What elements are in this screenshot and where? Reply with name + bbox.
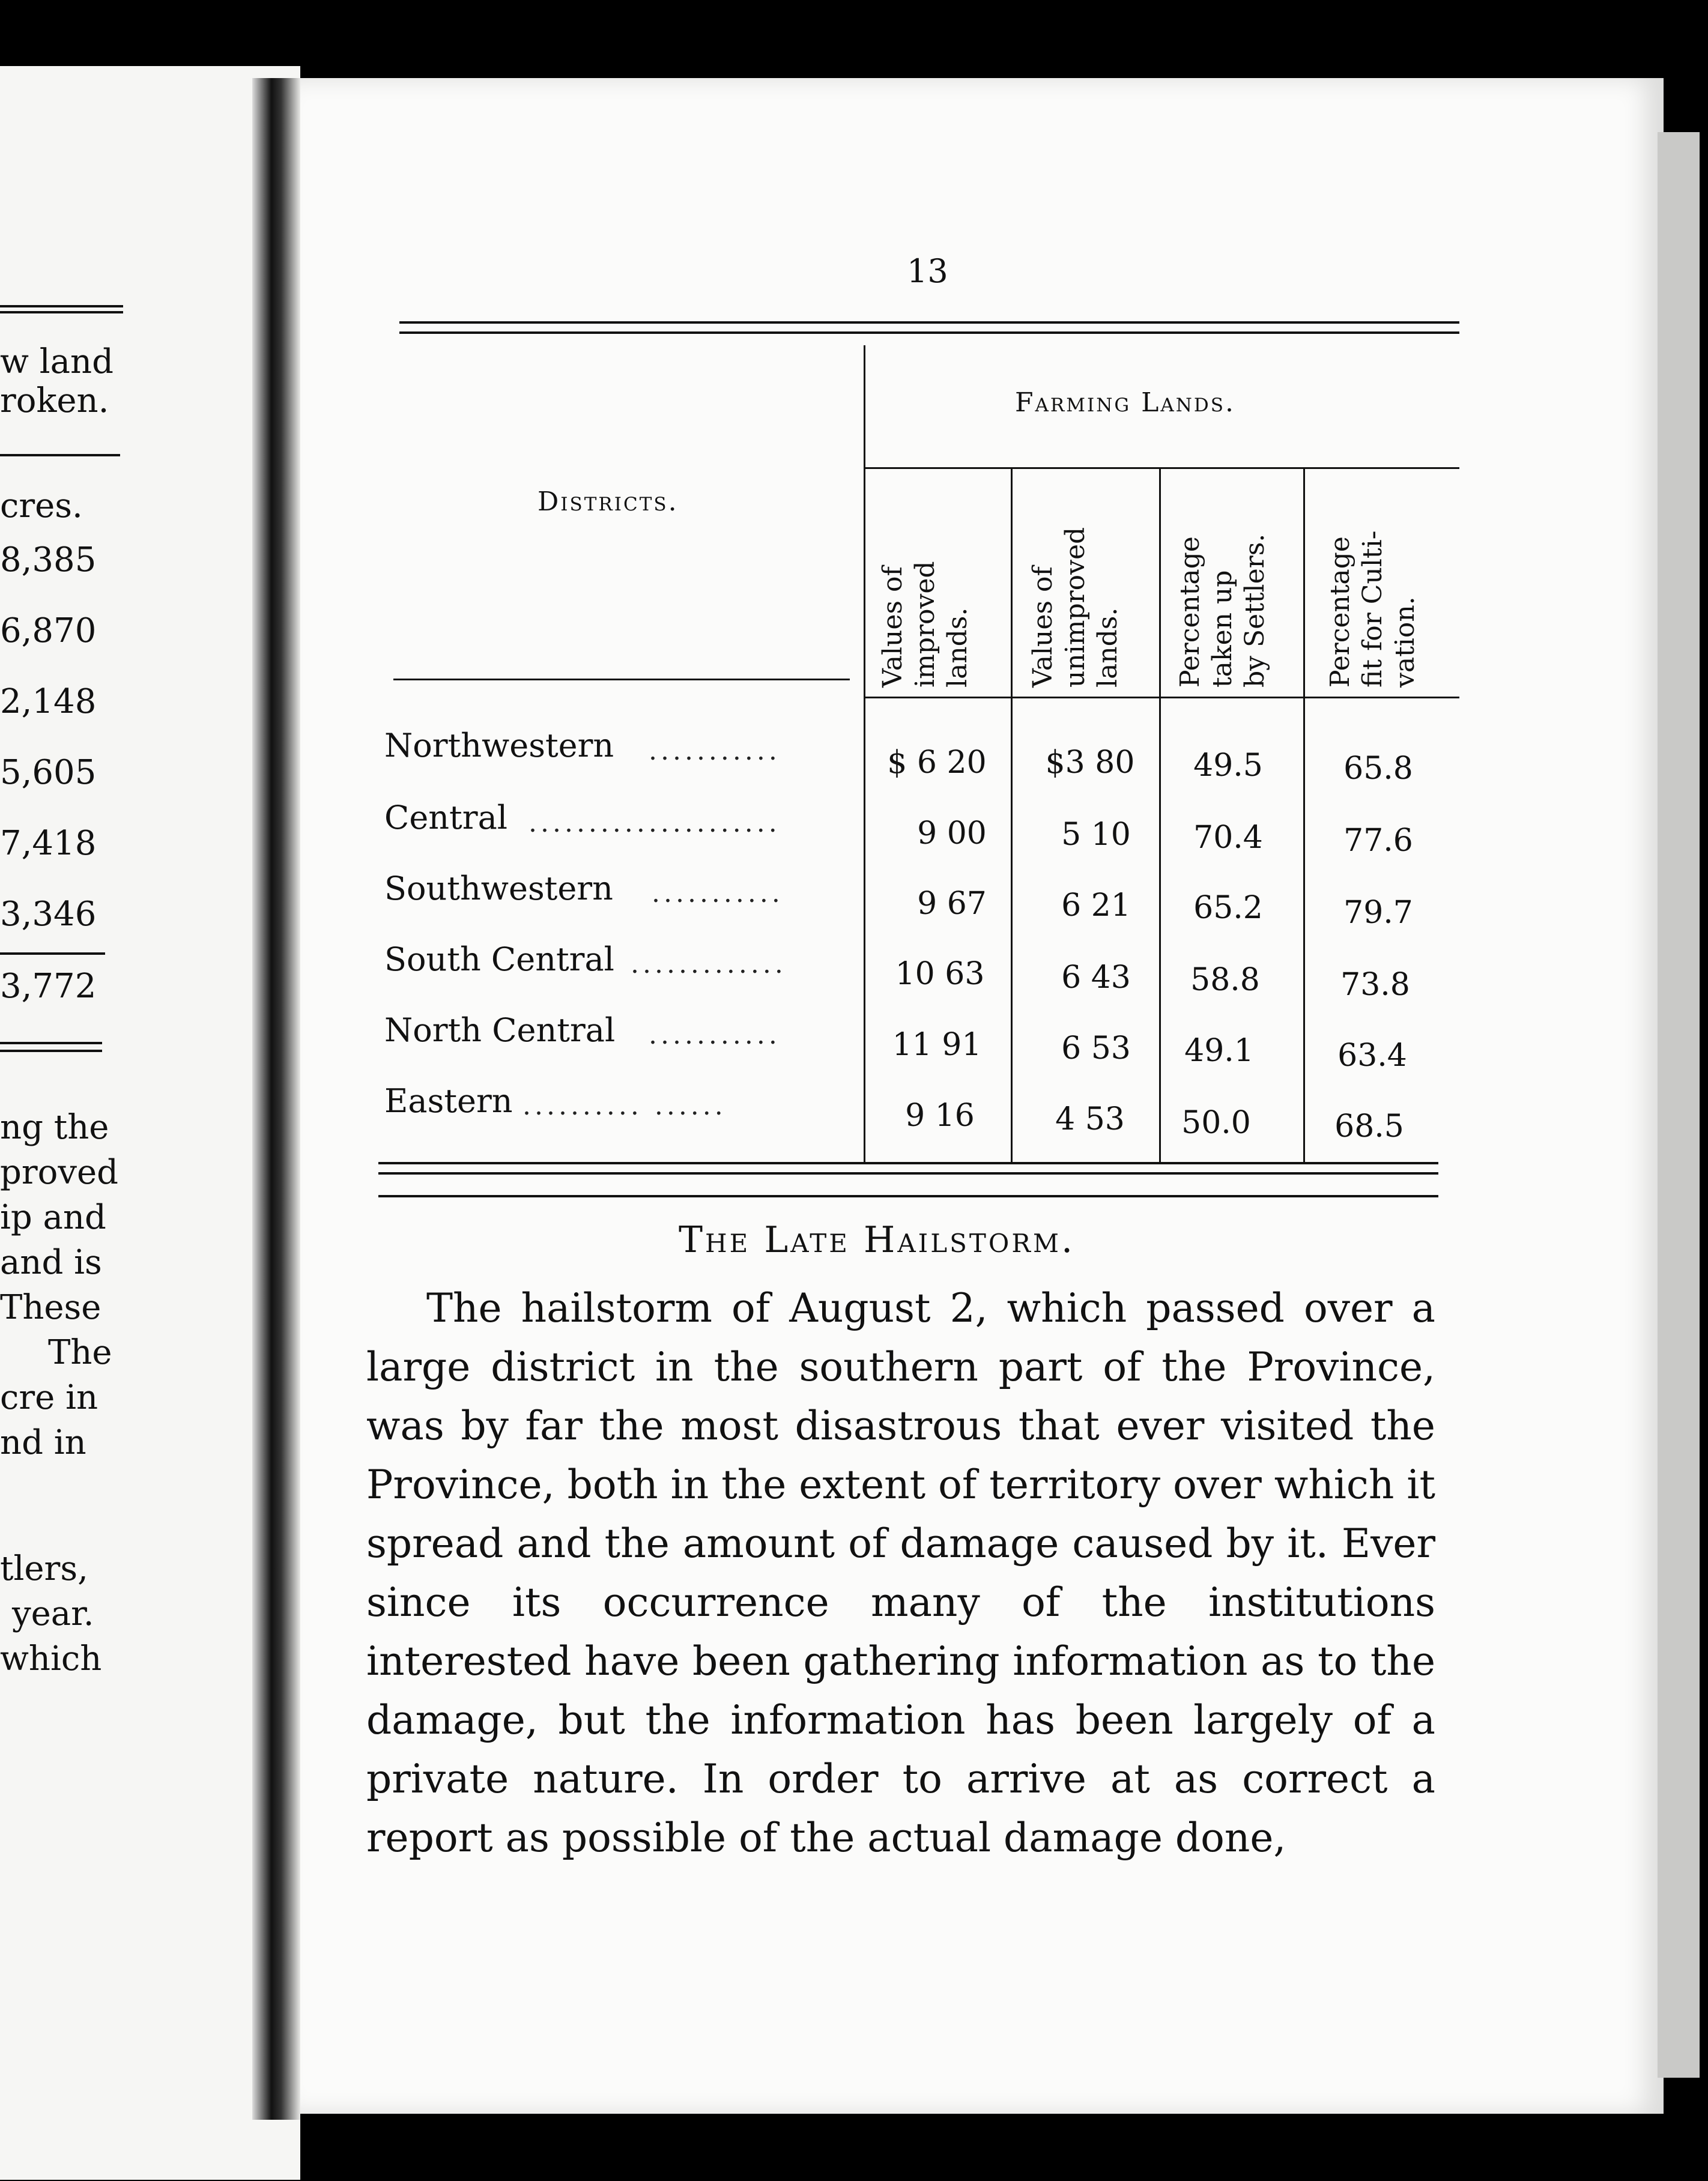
districts-header-rule: [393, 679, 850, 680]
leader-dots: .............: [631, 949, 787, 979]
section-title: The Late Hailstorm.: [679, 1219, 1076, 1261]
row-district: Southwestern: [384, 870, 613, 907]
left-header-line: w land: [0, 342, 114, 381]
left-text-line: year.: [12, 1594, 94, 1633]
cell-taken-up: 58.8: [1190, 962, 1260, 998]
left-value: 7,418: [0, 824, 97, 863]
page-number: 13: [907, 252, 948, 290]
leader-dots: .....................: [528, 808, 781, 838]
left-value: 3,346: [0, 895, 97, 934]
book-spine: [252, 78, 300, 2120]
leader-dots: ...........: [649, 1020, 781, 1050]
cell-unimproved: 4 53: [1055, 1101, 1125, 1137]
column-header-fit: Percentage fit for Culti- vation.: [1325, 530, 1420, 688]
cell-improved: 9 00: [917, 815, 987, 852]
columns-header-rule: [865, 697, 1459, 698]
group-header: Farming Lands.: [1015, 387, 1235, 418]
left-rule: [0, 305, 123, 307]
left-text-line: tlers,: [0, 1549, 88, 1588]
left-unit: cres.: [0, 486, 83, 525]
cell-improved: 9 16: [905, 1098, 975, 1134]
column-header-improved: Values of improved lands.: [877, 561, 973, 688]
left-text-line: proved: [0, 1153, 118, 1192]
left-rule: [0, 952, 105, 955]
cell-improved: 9 67: [917, 886, 987, 922]
cell-taken-up: 65.2: [1193, 890, 1263, 926]
left-text-line: nd in: [0, 1423, 86, 1462]
left-value: 8,385: [0, 540, 97, 579]
left-text-line: ip and: [0, 1198, 106, 1237]
cell-fit: 65.8: [1343, 751, 1413, 787]
leader-dots: ...........: [649, 736, 781, 766]
row-district: Central: [384, 799, 508, 836]
cell-unimproved: $3 80: [1045, 745, 1135, 781]
cell-fit: 73.8: [1340, 967, 1410, 1003]
page-edge: [1658, 132, 1700, 2078]
cell-fit: 63.4: [1337, 1038, 1407, 1074]
cell-fit: 77.6: [1343, 823, 1413, 859]
left-value: 2,148: [0, 682, 97, 721]
left-value: 5,605: [0, 753, 97, 792]
table-bottom-rule: [378, 1172, 1438, 1175]
leader-dots: ...........: [652, 878, 784, 909]
table-top-rule: [399, 331, 1459, 334]
cell-taken-up: 50.0: [1181, 1105, 1251, 1141]
cell-improved: $ 6 20: [887, 745, 987, 781]
row-district: South Central: [384, 940, 614, 978]
left-header-line: roken.: [0, 381, 109, 420]
cell-unimproved: 6 43: [1061, 960, 1131, 996]
cell-unimproved: 5 10: [1061, 817, 1131, 853]
leader-dots: .......... ......: [522, 1090, 727, 1121]
cell-fit: 68.5: [1334, 1109, 1404, 1145]
column-header-taken-up: Percentage taken up by Settlers.: [1175, 533, 1270, 688]
cell-improved: 11 91: [892, 1027, 982, 1063]
cell-unimproved: 6 53: [1061, 1030, 1131, 1066]
left-rule: [0, 454, 120, 456]
group-header-rule: [865, 467, 1459, 469]
left-text-line: These: [0, 1288, 101, 1327]
left-rule: [0, 311, 123, 313]
table-bottom-rule: [378, 1195, 1438, 1197]
left-text-line: The: [48, 1333, 112, 1372]
body-paragraph: The hailstorm of August 2, which passed over a large district in the southern part of the Province, was by far the most disastrous that ever visited the Province, both in the extent of territory over which it spread and the amount of damage caused by it. Ever since its occurrence many of the institutions interested have been gathering information as to the damage, but the information has been largely of a private nature. In order to arrive at as correct a report as possible of the actual damage done,: [366, 1285, 1435, 1861]
left-value: 6,870: [0, 611, 97, 650]
left-text-line: cre in: [0, 1378, 98, 1417]
row-district: North Central: [384, 1011, 616, 1049]
left-rule: [0, 1042, 102, 1044]
row-district: Eastern: [384, 1082, 513, 1120]
cell-taken-up: 49.5: [1193, 748, 1263, 784]
cell-unimproved: 6 21: [1061, 888, 1131, 924]
left-text-line: ng the: [0, 1108, 109, 1147]
cell-taken-up: 70.4: [1193, 820, 1263, 856]
table-top-rule: [399, 321, 1459, 324]
left-total: 3,772: [0, 967, 97, 1006]
districts-header: Districts.: [538, 486, 679, 517]
table-bottom-rule: [378, 1162, 1438, 1164]
row-district: Northwestern: [384, 727, 614, 764]
column-header-unimproved: Values of unimproved lands.: [1028, 527, 1123, 688]
left-text-line: which: [0, 1639, 102, 1678]
cell-fit: 79.7: [1343, 895, 1413, 931]
left-text-line: and is: [0, 1243, 102, 1282]
cell-improved: 10 63: [895, 956, 985, 992]
left-rule: [0, 1050, 102, 1052]
cell-taken-up: 49.1: [1184, 1033, 1254, 1069]
